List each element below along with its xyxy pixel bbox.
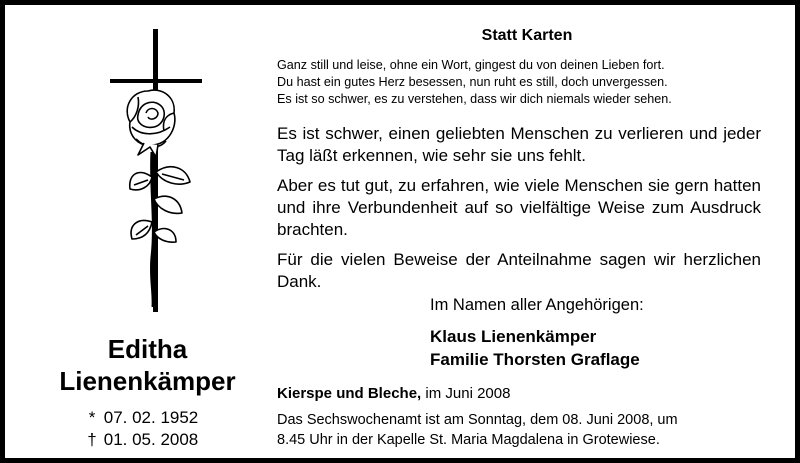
death-date-line — [85, 430, 255, 450]
paragraph: Aber es tut gut, zu erfahren, wie viele Menschen sie gern hatten und ihre Verbundenheit auf so vielfältige Weise zum Ausdruck brachten. — [277, 176, 761, 239]
signers — [430, 325, 640, 371]
notice-line: 8.45 Uhr in der Kapelle St. Maria Magdalena in Grotewiese. — [277, 432, 660, 448]
signer: Klaus Lienenkämper — [430, 327, 597, 346]
cross-with-rose-illustration — [100, 27, 210, 317]
closing-line: Im Namen aller Angehörigen: — [430, 296, 644, 314]
place: Kierspe und Bleche, — [277, 385, 422, 402]
memorial-notice — [277, 410, 763, 450]
heading: Statt Karten — [481, 27, 573, 44]
cross-icon — [110, 29, 202, 312]
poem-line: Es ist so schwer, es zu verstehen, dass wir dich niemals wieder sehen. — [277, 92, 672, 106]
death-symbol: † — [87, 430, 97, 449]
birth-date: 07. 02. 1952 — [103, 408, 199, 427]
poem-line: Ganz still und leise, ohne ein Wort, gingest du von deinen Lieben fort. — [277, 58, 665, 72]
place-date: im Juni 2008 — [421, 385, 511, 402]
poem — [277, 57, 762, 108]
paragraph: Für die vielen Beweise der Anteilnahme sagen wir herzlichen Dank. — [277, 250, 761, 291]
birth-date-line — [85, 408, 255, 428]
deceased-last-name: Lienenkämper — [59, 366, 236, 396]
paragraph: Es ist schwer, einen geliebten Menschen zu verlieren und jeder Tag läßt erkennen, wie sehr sie uns fehlt. — [277, 124, 761, 165]
deceased-first-name: Editha — [107, 334, 188, 364]
deceased-name — [20, 333, 275, 397]
birth-symbol: * — [88, 408, 96, 427]
notice-line: Das Sechswochenamt ist am Sonntag, dem 08. Juni 2008, um — [277, 412, 678, 428]
poem-line: Du hast ein gutes Herz besessen, nun ruht es still, doch unvergessen. — [277, 75, 668, 89]
signer: Familie Thorsten Graflage — [430, 350, 640, 369]
death-date: 01. 05. 2008 — [103, 430, 199, 449]
place-date-line — [277, 384, 510, 404]
rose-icon — [127, 90, 190, 307]
